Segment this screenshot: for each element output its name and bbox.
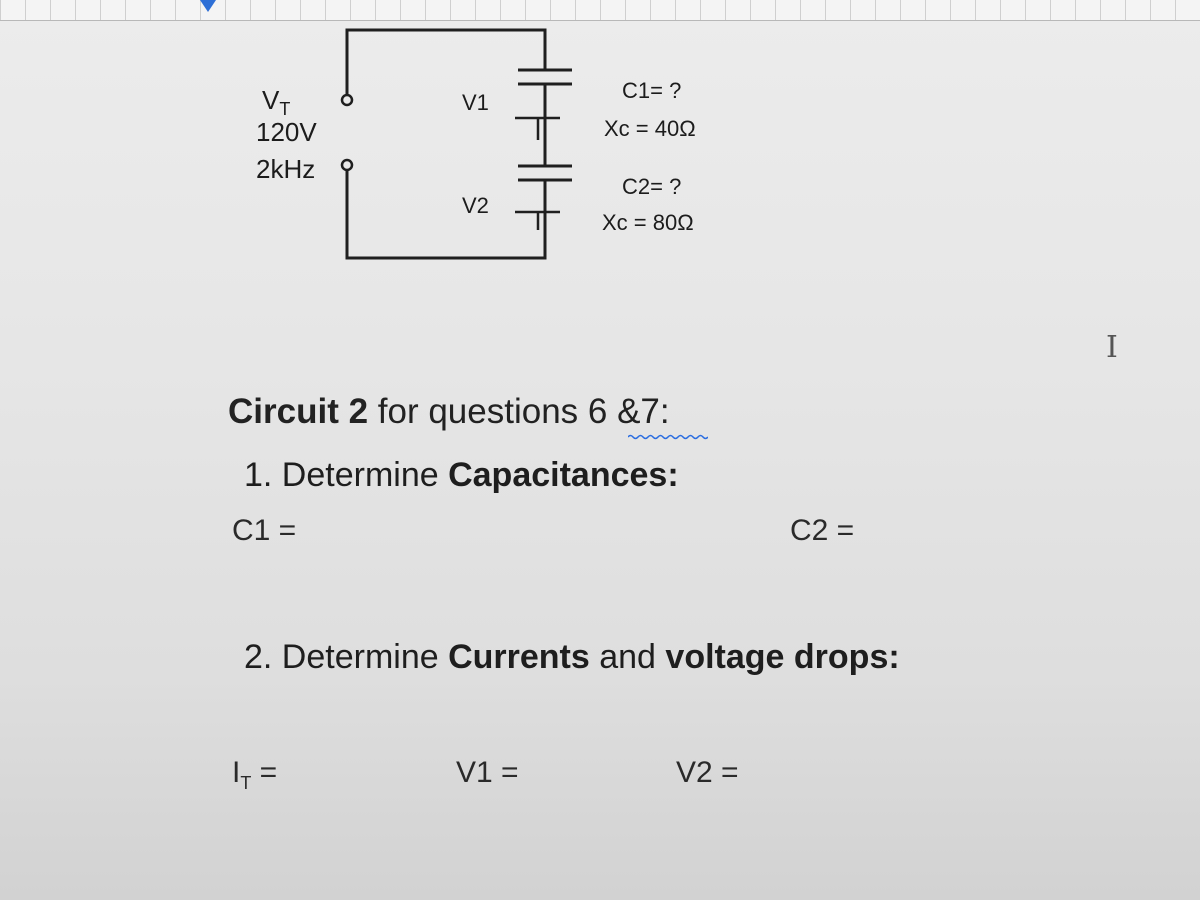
v2-label: V2 [462,193,489,218]
q2-prefix: 2. Determine [244,638,449,676]
v2-marker [515,212,560,230]
wire-top [347,30,545,95]
c1-name: C1= ? [622,78,682,103]
circuit-diagram [0,0,1200,300]
heading-rest: for questions 6 &7: [368,392,670,431]
c1-reactance: Xc = 40Ω [604,116,696,141]
c2-name: C2= ? [622,174,682,199]
v1-marker [515,118,560,140]
spellcheck-squiggle [628,434,708,440]
v1-answer-blank[interactable]: V1 = [456,756,519,789]
it-subscript: T [240,773,252,793]
q2-bold-currents: Currents [448,638,590,676]
c2-reactance: Xc = 80Ω [602,210,694,235]
c2-answer-blank[interactable]: C2 = [790,514,855,547]
v2-answer-blank[interactable]: V2 = [676,756,739,789]
section-heading [228,392,670,432]
source-voltage-value: 120V [256,117,317,147]
it-symbol: I [232,756,241,789]
source-subscript: T [279,99,291,120]
question-1 [244,456,679,495]
v1-label: V1 [462,90,489,115]
source-symbol: V [262,85,280,115]
wire-bottom [347,170,545,258]
it-equals: = [251,756,278,789]
q2-bold-voltage-drops: voltage drops: [665,638,900,676]
source-terminal-top [342,95,352,105]
source-terminal-bottom [342,160,352,170]
heading-bold: Circuit 2 [228,392,369,431]
q1-prefix: 1. Determine [244,456,449,494]
it-answer-blank[interactable] [232,756,277,794]
text-cursor-ibeam-icon: Ⅰ [1106,330,1118,365]
source-frequency-value: 2kHz [256,154,316,184]
q2-mid: and [589,638,666,676]
question-2 [244,638,900,677]
q1-bold: Capacitances: [448,456,679,494]
c1-answer-blank[interactable]: C1 = [232,514,297,547]
